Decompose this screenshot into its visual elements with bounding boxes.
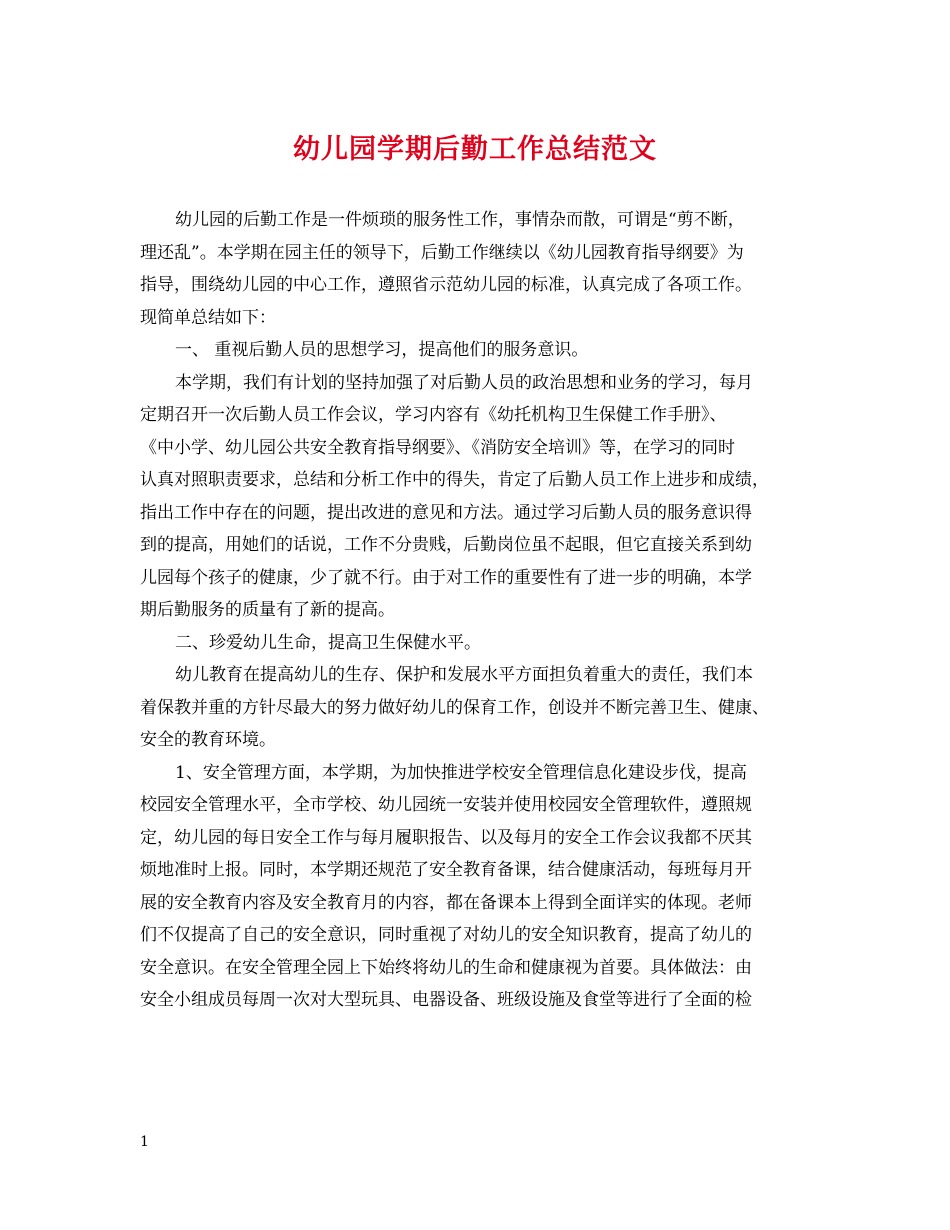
body-line: 安全意识。在安全管理全园上下始终将幼儿的生命和健康视为首要。具体做法：由 (140, 957, 752, 978)
body-line: 指出工作中存在的问题，提出改进的意见和方法。通过学习后勤人员的服务意识得 (140, 502, 752, 523)
body-line: 展的安全教育内容及安全教育月的内容，都在备课本上得到全面详实的体现。老师 (140, 892, 752, 913)
body-line: 《中小学、幼儿园公共安全教育指导纲要》、《消防安全培训》等，在学习的同时 (140, 437, 735, 458)
document-body (140, 204, 812, 1017)
body-line: 定期召开一次后勤人员工作会议，学习内容有《幼托机构卫生保健工作手册》、 (140, 405, 727, 425)
body-line: 安全的教育环境。 (140, 730, 276, 750)
body-line: 幼儿教育在提高幼儿的生存、保护和发展水平方面担负着重大的责任，我们本 (175, 665, 753, 685)
body-line: 现简单总结如下： (140, 307, 276, 328)
body-line: 到的提高，用她们的话说，工作不分贵贱，后勤岗位虽不起眼，但它直接关系到幼 (140, 535, 752, 555)
section-heading: 一、 重视后勤人员的思想学习，提高他们的服务意识。 (175, 340, 589, 360)
document-title: 幼儿园学期后勤工作总结范文 (293, 134, 657, 165)
body-line: 认真对照职责要求，总结和分析工作中的得失，肯定了后勤人员工作上进步和成绩， (140, 470, 769, 490)
body-line: 幼儿园的后勤工作是一件烦琐的服务性工作，事情杂而散，可谓是“剪不断， (175, 210, 745, 230)
body-line: 本学期，我们有计划的坚持加强了对后勤人员的政治思想和业务的学习，每月 (175, 372, 753, 393)
body-line: 安全小组成员每周一次对大型玩具、电器设备、班级设施及食堂等进行了全面的检 (140, 990, 752, 1010)
body-line: 期后勤服务的质量有了新的提高。 (140, 600, 395, 620)
body-line: 儿园每个孩子的健康，少了就不行。由于对工作的重要性有了进一步的明确，本学 (140, 567, 752, 588)
body-line: 定，幼儿园的每日安全工作与每月履职报告、以及每月的安全工作会议我都不厌其 (140, 827, 752, 848)
body-line: 着保教并重的方针尽最大的努力做好幼儿的保育工作，创设并不断完善卫生、健康、 (140, 697, 769, 718)
body-line: 们不仅提高了自己的安全意识，同时重视了对幼儿的安全知识教育，提高了幼儿的 (140, 925, 752, 945)
page-number: 1 (140, 1134, 149, 1150)
body-line: 1、安全管理方面，本学期，为加快推进学校安全管理信息化建设步伐，提高 (175, 762, 747, 783)
body-line: 理还乱”。本学期在园主任的领导下，后勤工作继续以《幼儿园教育指导纲要》为 (140, 242, 744, 263)
body-line: 校园安全管理水平，全市学校、幼儿园统一安装并使用校园安全管理软件，遵照规 (140, 795, 752, 815)
section-heading: 二、珍爱幼儿生命，提高卫生保健水平。 (175, 632, 481, 653)
body-line: 指导，围绕幼儿园的中心工作，遵照省示范幼儿园的标准，认真完成了各项工作。 (140, 275, 752, 295)
body-line: 烦地准时上报。同时，本学期还规范了安全教育备课，结合健康活动，每班每月开 (140, 860, 752, 880)
